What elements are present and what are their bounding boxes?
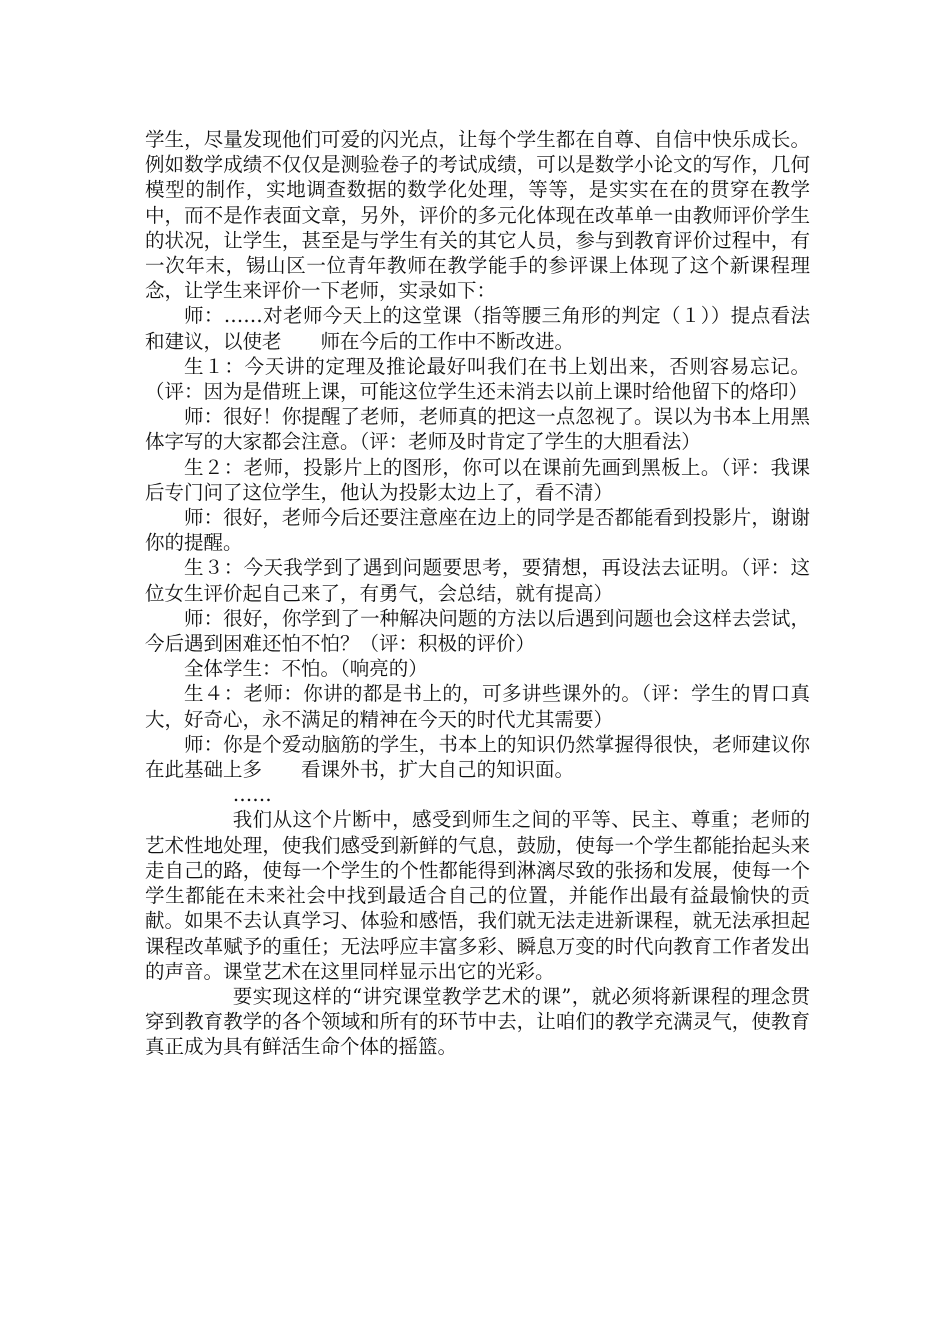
dialogue-student-1: 生１：今天讲的定理及推论最好叫我们在书上划出来，否则容易忘记。（评：因为是借班上课，可能这位学生还未消去以前上课时给他留下的烙印） bbox=[145, 354, 810, 404]
dialogue-student-3: 生３：今天我学到了遇到问题要思考，要猜想，再设法去证明。（评：这位女生评价起自己来了，有勇气，会总结，就有提高） bbox=[145, 556, 810, 605]
ellipsis-line: …… bbox=[232, 783, 272, 807]
dialogue-teacher-1: 师：……对老师今天上的这堂课（指等腰三角形的判定（１））提点看法和建议，以使老 师在今后的工作中不断改进。 bbox=[145, 304, 810, 353]
dialogue-student-4: 生４：老师：你讲的都是书上的，可多讲些课外的。（评：学生的胃口真大，好奇心，永不满足的精神在今天的时代尤其需要） bbox=[145, 682, 810, 731]
dialogue-teacher-4: 师：很好，你学到了一种解决问题的方法以后遇到问题也会这样去尝试，今后遇到困难还怕不怕？（评：积极的评价） bbox=[145, 606, 810, 656]
dialogue-teacher-5: 师：你是个爱动脑筋的学生，书本上的知识仍然掌握得很快，老师建议你在此基础上多 看课外书，扩大自己的知识面。 bbox=[145, 732, 810, 782]
paragraph-intro: 学生，尽量发现他们可爱的闪光点，让每个学生都在自尊、自信中快乐成长。例如数学成绩不仅仅是测验卷子的考试成绩，可以是数学小论文的写作，几何模型的制作，实地调查数据的数学化处理，等等，是实实在在的贯穿在教学中，而不是作表面文章，另外，评价的多元化体现在改革单一由教师评价学生的状况，让学生，甚至是与学生有关的其它人员，参与到教育评价过程中，有一次年末，锡山区一位青年教师在教学能手的参评课上体现了这个新课程理念，让学生来评价一下老师，实录如下： bbox=[145, 128, 810, 303]
paragraph-reflection: 我们从这个片断中，感受到师生之间的平等、民主、尊重；老师的艺术性地处理，使我们感受到新鲜的气息，鼓励，使每一个学生都能抬起头来走自己的路，使每一个学生的个性都能得到淋漓尽致的张扬和发展，使每一个学生都能在未来社会中找到最适合自己的位置，并能作出最有益最愉快的贡献。如果不去认真学习、体验和感悟，我们就无法走进新课程，就无法承担起课程改革赋予的重任；无法呼应丰富多彩、瞬息万变的时代向教育工作者发出的声音。课堂艺术在这里同样显示出它的光彩。 bbox=[145, 808, 810, 983]
dialogue-teacher-3: 师：很好，老师今后还要注意座在边上的同学是否都能看到投影片，谢谢你的提醒。 bbox=[145, 506, 810, 555]
dialogue-student-2: 生２：老师，投影片上的图形，你可以在课前先画到黑板上。（评：我课后专门问了这位学生，他认为投影太边上了，看不清） bbox=[145, 455, 810, 504]
document-body bbox=[145, 127, 810, 1060]
dialogue-teacher-2: 师：很好！你提醒了老师，老师真的把这一点忽视了。误以为书本上用黑体字写的大家都会注意。（评：老师及时肯定了学生的大胆看法） bbox=[145, 405, 810, 454]
paragraph-conclusion: 要实现这样的“讲究课堂教学艺术的课”，就必须将新课程的理念贯穿到教育教学的各个领域和所有的环节中去，让咱们的教学充满灵气，使教育真正成为具有鲜活生命个体的摇篮。 bbox=[145, 984, 810, 1059]
dialogue-all-students: 全体学生：不怕。（响亮的） bbox=[184, 657, 428, 681]
